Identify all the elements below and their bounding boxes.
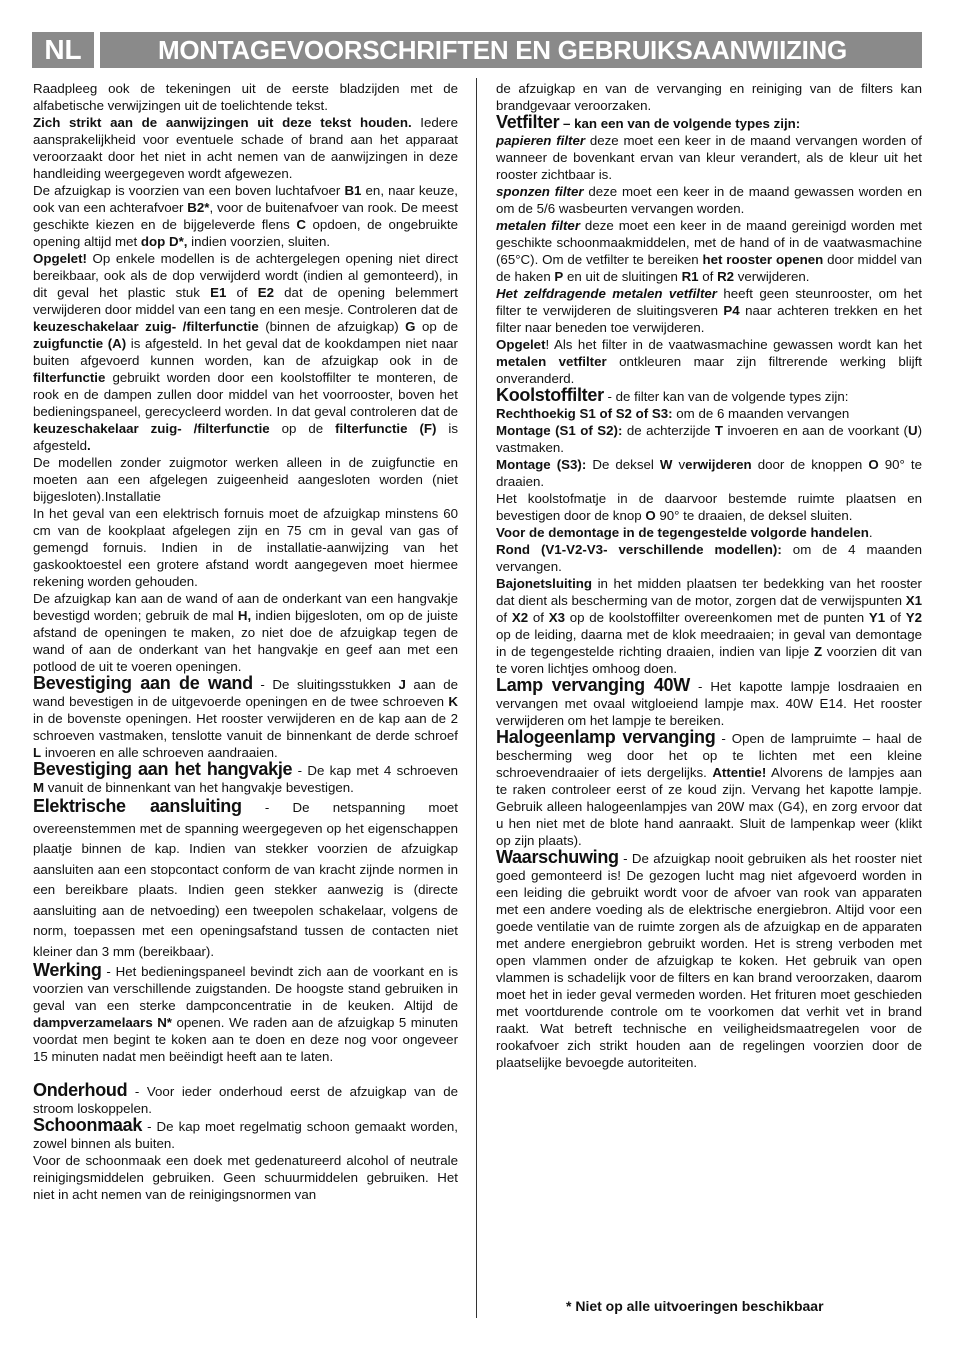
left-column: [33, 80, 458, 1305]
section-halogen: Halogeenlamp vervanging - Open de lampruimte – haal de bescherming weg door het op te lichten met een kleine schroevendraaier of iets dergelijks. Attentie! Alvorens de lampjes aan te raken controleer eerst of ze koud zijn. Vervang het kapotte lampje. Gebruik alleen halogeenlampjes van 20W max (G4), en zorg ervoor dat u hen niet met de blote hand aanraakt. Sluit de lampenkap weer (klikt op zijn plaats).: [496, 727, 922, 848]
heading-lamp: Lamp vervanging 40W: [496, 675, 690, 695]
continued-paragraph: de afzuigkap en van de vervanging en reiniging van de filters kan brandgevaar veroorzaken.: [496, 81, 922, 113]
page-header: [32, 32, 922, 68]
heading-cabinet-mount: Bevestiging aan het hangvakje: [33, 759, 293, 779]
heading-electrical: Elektrische aansluiting: [33, 796, 242, 816]
section-lamp: Lamp vervanging 40W - Het kapotte lampje losdraaien en vervangen met ovaal witgloeiend lampje max. 40W E14. Het rooster verwijderen om het lampje te bereiken.: [496, 675, 922, 728]
heading-operation: Werking: [33, 960, 102, 980]
section-wall-mount: Bevestiging aan de wand - De sluitingsstukken J aan de wand bevestigen in de uitgevoerde openingen en de twee schroeven K in de bovenste openingen. Het rooster verwijderen en de kap aan de 2 schroeven vastmaken, tenslotte vanuit de binnenkant de derde schroef L invoeren en alle schroeven aandraaien.: [33, 673, 458, 760]
heading-halogen: Halogeenlamp vervanging: [496, 727, 716, 747]
warning-paragraph: Zich strikt aan de aanwijzingen uit deze tekst houden. Iedere aansprakelijkheid voor eventuele schade of brand aan het apparaat veroorzaakt door het niet in acht nemen van de aanwijzingen in deze handleiding weergegeven wordt afgewezen.: [33, 115, 458, 181]
self-supporting-filter-item: Het zelfdragende metalen vetfilter heeft geen steunrooster, om het filter te verwijderen de sluitingsveren P4 naar achteren trekken en het filter naar beneden toe verwijderen.: [496, 286, 922, 335]
right-column: [496, 80, 922, 1160]
section-cabinet-mount: Bevestiging aan het hangvakje - De kap met 4 schroeven M vanuit de binnenkant van het hangvakje bevestigen.: [33, 759, 458, 795]
intro-paragraph: Raadpleeg ook de tekeningen uit de eerste bladzijden met de alfabetische verwijzingen uit de toelichtende tekst.: [33, 81, 458, 113]
paper-filter-item: papieren filter deze moet een keer in de maand vervangen worden of wanneer de bovenkant ervan van kleur verandert, als de kleur uit het rooster zichtbaar is.: [496, 133, 922, 182]
opgelet-paragraph: Opgelet! Op enkele modellen is de achtergelegen opening niet direct bereikbaar, ook als de dop verwijderd wordt (indien al gemonteerd), in dit geval het plastic stuk E1 of E2 dat de opening belemmert verwijderen door middel van een tang en een mesje. Controleren dat de keuzeschakelaar zuig- /filterfunctie (binnen de afzuigkap) G op de zuigfunctie (A) is afgesteld. In het geval dat de kookdampen niet naar buiten afgevoerd kunnen worden, kan de afzuigkap ook in de filterfunctie gebruikt worden door een koolstoffilter te monteren, de rook en de dampen zullen door middel van het voorrooster, boven het bedieningspaneel, gerecycleerd worden. In dat geval controleren dat de keuzeschakelaar zuig- /filterfunctie op de filterfunctie (F) is afgesteld.: [33, 251, 458, 453]
section-carbon-filter: Koolstoffilter - de filter kan van de volgende types zijn:: [496, 385, 849, 405]
disassembly-note: Voor de demontage in de tegengestelde volgorde handelen.: [496, 525, 873, 540]
opgelet-filter-paragraph: Opgelet! Als het filter in de vaatwasmachine gewassen wordt kan het metalen vetfilter ontkleuren maar zijn filtrerende werking blijft onveranderd.: [496, 337, 922, 386]
montage-s1-s2-item: Montage (S1 of S2): de achterzijde T invoeren en aan de voorkant (U) vastmaken.: [496, 423, 922, 455]
section-maintenance: Onderhoud - Voor ieder onderhoud eerst de afzuigkap van de stroom loskoppelen.: [33, 1080, 458, 1116]
language-badge: NL: [32, 32, 94, 68]
heading-cleaning: Schoonmaak: [33, 1115, 143, 1135]
exhaust-paragraph: De afzuigkap is voorzien van een boven luchtafvoer B1 en, naar keuze, ook van een achterafvoer B2*, voor de buitenafvoer van rook. De meest geschikte kiezen en de bijgeleverde flens C opdoen, de ongebruikte opening altijd met dop D*, indien voorzien, sluiten.: [33, 183, 458, 249]
metal-filter-item: metalen filter deze moet een keer in de maand gereinigd worden met geschikte schoonmaakmiddelen, met de hand of in de vaatwasmachine (65°C). Om de vetfilter te bereiken het rooster openen door middel van de haken P en uit de sluitingen R1 of R2 verwijderen.: [496, 218, 922, 284]
section-grease-filter: Vetfilter – kan een van de volgende types zijn:: [496, 112, 801, 132]
heading-grease-filter: Vetfilter: [496, 112, 560, 132]
rectangular-item: Rechthoekig S1 of S2 of S3: om de 6 maanden vervangen: [496, 406, 850, 421]
heading-warning: Waarschuwing: [496, 847, 619, 867]
bayonet-paragraph: Bajonetsluiting in het midden plaatsen ter bedekking van het rooster dat dient als bescherming van de motor, zorgen dat de verwijspunten X1 of X2 of X3 op de koolstoffilter overeenkomen met de punten Y1 of Y2 op de leiding, daarna met de klok meedraaien; in geval van demontage in de tegengestelde richting draaien, indien van lipje Z voorzien dit van te voren lichtjes omhoog doen.: [496, 576, 922, 676]
installation-paragraph: In het geval van een elektrisch fornuis moet de afzuigkap minstens 60 cm van de kookplaat afgelegen zijn en 75 cm in geval van gas of gemengd fornuis. Indien in de installatie-aanwijzing van het gaskooktoestel een grotere afstand wordt aangegeven moet hiermee rekening worden gehouden.: [33, 506, 458, 589]
section-cleaning: Schoonmaak - De kap moet regelmatig schoon gemaakt worden, zowel binnen als buiten.: [33, 1115, 458, 1151]
sponge-filter-item: sponzen filter deze moet een keer in de maand gewassen worden en om de 5/6 wasbeurten vervangen worden.: [496, 184, 922, 216]
heading-wall-mount: Bevestiging aan de wand: [33, 673, 253, 693]
template-paragraph: De afzuigkap kan aan de wand of aan de onderkant van een hangvakje bevestigd worden; gebruik de mal H, indien bijgesloten, om op de juiste afstand de openingen te maken, zo niet doe de afzuigkap tegen de wand of aan de onderkant van het hangvakje en geef aan met een potlood de uit te voeren openingen.: [33, 591, 458, 674]
cleaning-paragraph: Voor de schoonmaak een doek met gedenatureerd alcohol of neutrale reinigingsmiddelen gebruiken. Geen schuurmiddelen gebruiken. Het niet in acht nemen van de reinigingsnormen van: [33, 1153, 458, 1202]
page-title: MONTAGEVOORSCHRIFTEN EN GEBRUIKSAANWIIZING: [100, 32, 922, 68]
column-divider: [476, 78, 477, 1318]
montage-s3-item: Montage (S3): De deksel W verwijderen door de knoppen O 90° te draaien.: [496, 457, 922, 489]
section-operation: Werking - Het bedieningspaneel bevindt zich aan de voorkant en is voorzien van verschillende zuigstanden. De hoogste stand gebruiken in geval van een sterke dampconcentratie in de keuken. Altijd de dampverzamelaars N* openen. We raden aan de afzuigkap 5 minuten voordat men begint te koken aan te doen en deze nog voor ongeveer 15 minuten nadat men beëindigt heeft aan te laten.: [33, 960, 458, 1064]
section-electrical: Elektrische aansluiting - De netspanning moet overeenstemmen met de spanning weergegeven op het eigenschappen plaatje binnen de kap. Indien van stekker voorzien de afzuigkap aansluiten aan een stopcontact conform de van kracht zijnde normen in een bereikbare plaats. Indien geen stekker aanwezig is (directe aansluiting aan de netvoeding) een tweepolen schakelaar, volgens de norm, toepassen met een openingsafstand tussen de contacten niet kleiner dan 3 mm (bereikbaar).: [33, 796, 458, 959]
carbon-mat-paragraph: Het koolstofmatje in de daarvoor bestemde ruimte plaatsen en bevestigen door de knop O 90° te draaien, de deksel sluiten.: [496, 491, 922, 523]
heading-carbon-filter: Koolstoffilter: [496, 385, 604, 405]
section-warning: Waarschuwing - De afzuigkap nooit gebruiken als het rooster niet goed gemonteerd is! De gezogen lucht mag niet afgevoerd worden in een leiding die gebruikt wordt voor de afvoer van rook van apparaten met een andere voeding als de elektrische energiebron. Altijd voor een goede ventilatie van de ruimte zorgen als de afzuigkap en de apparaten met andere energiebron gebruikt worden. Het is streng verboden met open vlammen onder de afzuigkap te koken. Het gebruik van open vlammen is schadelijk voor de filters en kan brand veroorzaken, daarom moet het in ieder geval vermeden worden. Het frituren moet geschieden met voortdurende controle om te voorkomen dat verhit vet in brand raakt. Wat betreft technische en veiligheidsmaatregelen voor de rookafvoer zich strikt houden aan de regelingen voorzien door de plaatselijke bevoegde autoriteiten.: [496, 847, 922, 1070]
round-filter-item: Rond (V1-V2-V3- verschillende modellen): om de 4 maanden vervangen.: [496, 542, 922, 574]
footnote: * Niet op alle uitvoeringen beschikbaar: [566, 1298, 824, 1314]
no-motor-paragraph: De modellen zonder zuigmotor werken alleen in de zuigfunctie en moeten aan een afgelegen zuigeenheid aangesloten worden (niet bijgesloten).Installatie: [33, 455, 458, 504]
heading-maintenance: Onderhoud: [33, 1080, 128, 1100]
